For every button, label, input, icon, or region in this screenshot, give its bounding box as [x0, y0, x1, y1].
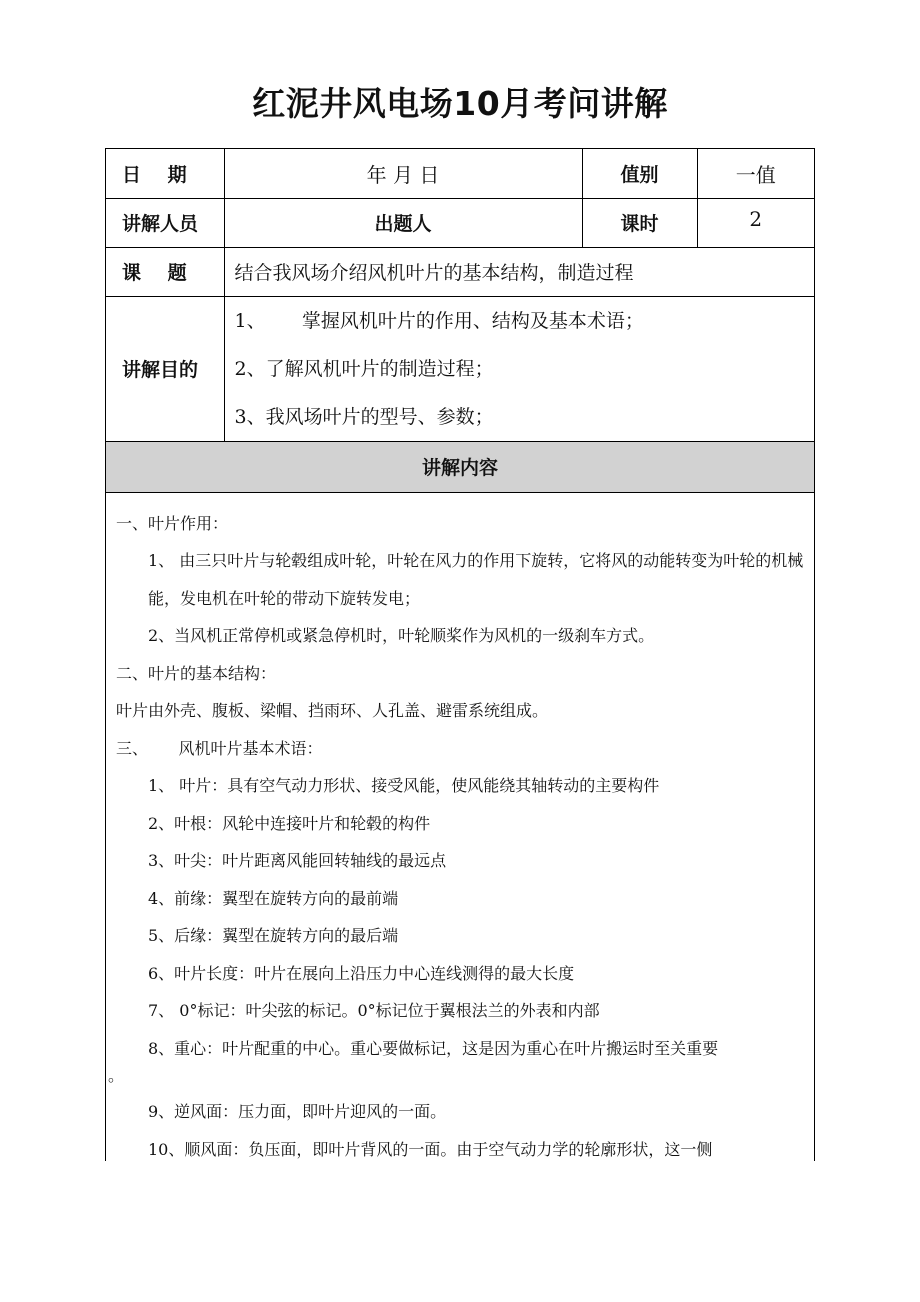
- date-label: 日 期: [106, 149, 224, 198]
- heading-structure: 二、叶片的基本结构：: [116, 663, 277, 683]
- term-item: 6、叶片长度：叶片在展向上沿压力中心连线测得的最大长度: [148, 963, 575, 983]
- lecturer-label: 讲解人员: [106, 198, 224, 247]
- goal-item: 2、了解风机叶片的制造过程；: [234, 357, 494, 380]
- paragraph: 2、当风机正常停机或紧急停机时，叶轮顺桨作为风机的一级刹车方式。: [148, 626, 655, 645]
- term-item: 8、重心：叶片配重的中心。重心要做标记，这是因为重心在叶片搬运时至关重要: [148, 1038, 719, 1058]
- date-value: 年 月 日: [224, 149, 582, 198]
- header-table: [106, 149, 814, 493]
- term-item: 10、顺风面：负压面，即叶片背风的一面。由于空气动力学的轮廓形状，这一侧: [148, 1139, 713, 1159]
- lecture-form: [105, 148, 815, 1161]
- lecturer-value: 出题人: [224, 198, 582, 247]
- goals-list: [224, 296, 814, 441]
- heading-terms: 三、 风机叶片基本术语：: [116, 738, 323, 758]
- goal-item: 1、 掌握风机叶片的作用、结构及基本术语；: [234, 309, 644, 332]
- heading-purpose: 一、叶片作用：: [116, 513, 229, 533]
- paragraph: 1、 由三只叶片与轮毂组成叶轮，叶轮在风力的作用下旋转，它将风的动能转变为叶轮的机械能，发电机在叶轮的带动下旋转发电；: [148, 551, 804, 608]
- term-item: 7、 0°标记：叶尖弦的标记。0°标记位于翼根法兰的外表和内部: [148, 1001, 600, 1020]
- term-item: 9、逆风面：压力面，即叶片迎风的一面。: [148, 1102, 447, 1121]
- goals-label: 讲解目的: [106, 296, 224, 441]
- term-item: 5、后缘：翼型在旋转方向的最后端: [148, 926, 399, 945]
- topic-label: 课 题: [106, 247, 224, 296]
- shift-label: 值别: [582, 149, 697, 198]
- paragraph: 叶片由外壳、腹板、梁帽、挡雨环、人孔盖、避雷系统组成。: [116, 701, 549, 720]
- lecture-content: [106, 493, 814, 1162]
- term-item: 1、 叶片：具有空气动力形状、接受风能，使风能绕其轴转动的主要构件: [148, 776, 660, 795]
- topic-value: 结合我风场介绍风机叶片的基本结构，制造过程: [224, 247, 814, 296]
- document-title: 红泥井风电场10月考问讲解: [252, 84, 668, 123]
- term-item: 3、叶尖：叶片距离风能回转轴线的最远点: [148, 851, 447, 870]
- term-item: 2、叶根：风轮中连接叶片和轮毂的构件: [148, 813, 431, 833]
- term-item-tail: 。: [108, 1066, 125, 1085]
- hours-value: 2: [697, 198, 814, 247]
- term-item: 4、前缘：翼型在旋转方向的最前端: [148, 888, 399, 908]
- goal-item: 3、我风场叶片的型号、参数；: [234, 405, 494, 428]
- shift-value: 一值: [697, 149, 814, 198]
- hours-label: 课时: [582, 198, 697, 247]
- section-title: 讲解内容: [106, 441, 814, 492]
